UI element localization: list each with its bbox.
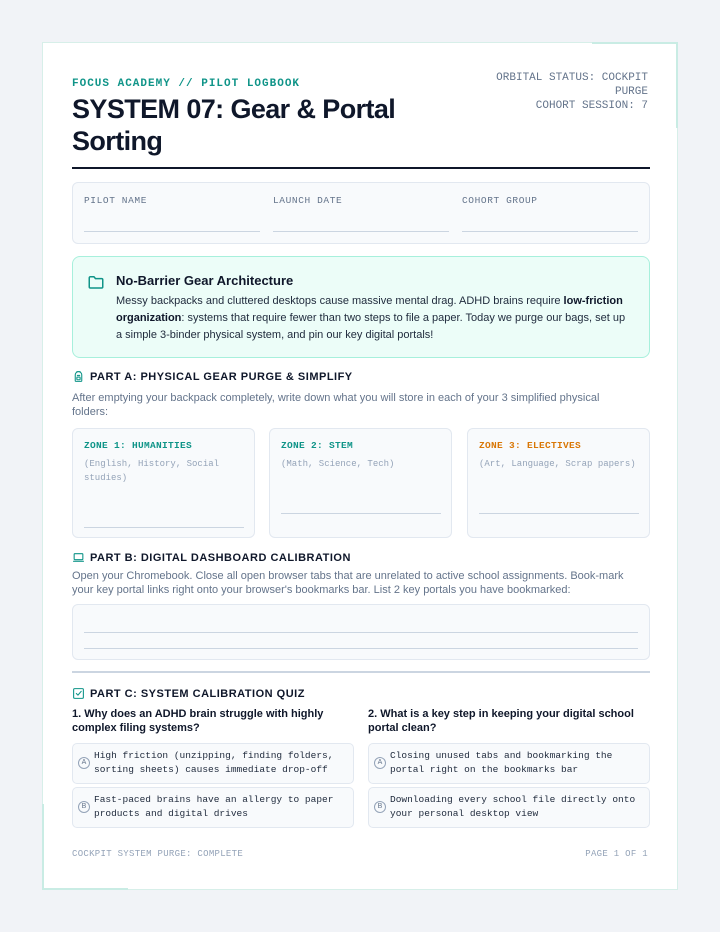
laptop-icon	[72, 551, 85, 564]
callout-title: No-Barrier Gear Architecture	[116, 273, 294, 288]
launch-date-label: LAUNCH DATE	[273, 195, 343, 206]
zone-hint: (Math, Science, Tech)	[281, 459, 395, 469]
quiz-question-1: 1. Why does an ADHD brain struggle with highly complex filing systems?	[72, 708, 324, 734]
zone-electives-card[interactable]	[467, 428, 650, 538]
zone-answer-line[interactable]	[84, 527, 244, 528]
option-badge: A	[78, 757, 90, 769]
corner-accent-top-right	[592, 42, 678, 128]
option-badge: B	[374, 801, 386, 813]
zone-answer-line[interactable]	[281, 513, 441, 514]
launch-date-line[interactable]	[273, 231, 449, 232]
part-b-description: Open your Chromebook. Close all open browser tabs that are unrelated to active school assignments. Book-mark your key portal links right onto your browser's bookmarks bar. List 2 key portals you have bookmarked:	[72, 570, 624, 596]
option-text: Fast-paced brains have an allergy to paper products and digital drives	[94, 794, 334, 819]
cohort-group-label: COHORT GROUP	[462, 195, 538, 206]
portal-answer-line[interactable]	[84, 648, 638, 649]
option-text: Closing unused tabs and bookmarking the portal right on the bookmarks bar	[390, 750, 613, 775]
zone-title: ZONE 3: ELECTIVES	[479, 440, 582, 451]
corner-accent-bottom-left	[42, 804, 128, 890]
cohort-group-line[interactable]	[462, 231, 638, 232]
part-b-heading	[72, 551, 351, 564]
footer-status: COCKPIT SYSTEM PURGE: COMPLETE	[72, 849, 244, 859]
part-a-heading	[72, 370, 353, 383]
zone-title: ZONE 1: HUMANITIES	[84, 440, 193, 451]
backpack-icon	[72, 370, 85, 383]
section-divider	[72, 671, 650, 673]
part-c-title: PART C: SYSTEM CALIBRATION QUIZ	[90, 687, 305, 700]
pilot-info-fields	[72, 182, 650, 244]
page-title: SYSTEM 07: Gear & Portal Sorting	[72, 94, 396, 156]
header-divider	[72, 167, 650, 169]
q2-option-a[interactable]	[368, 743, 650, 784]
q2-option-b[interactable]	[368, 787, 650, 828]
zone-humanities-card[interactable]	[72, 428, 255, 538]
quiz-question-2: 2. What is a key step in keeping your digital school portal clean?	[368, 708, 634, 734]
option-badge: B	[78, 801, 90, 813]
worksheet-page	[42, 42, 678, 890]
zone-title: ZONE 2: STEM	[281, 440, 354, 451]
option-badge: A	[374, 757, 386, 769]
zone-answer-line[interactable]	[479, 513, 639, 514]
part-c-heading	[72, 687, 305, 700]
folder-icon	[87, 273, 105, 291]
portal-answer-line[interactable]	[84, 632, 638, 633]
status-line: ORBITAL STATUS: COCKPIT	[496, 72, 648, 84]
part-b-title: PART B: DIGITAL DASHBOARD CALIBRATION	[90, 551, 351, 564]
callout-body-text: Messy backpacks and cluttered desktops cause massive mental drag. ADHD brains require	[116, 295, 564, 307]
option-text: Downloading every school file directly onto your personal desktop view	[390, 794, 636, 819]
bookmarked-portals-box[interactable]	[72, 604, 650, 660]
callout-body-text: : systems that require fewer than two steps to file a paper. Today we purge our bags, set up a simple 3-binder physical system, and pin our key digital portals!	[116, 312, 626, 341]
checkbox-icon	[72, 687, 85, 700]
zone-hint: (Art, Language, Scrap papers)	[479, 459, 636, 469]
option-text: High friction (unzipping, finding folders, sorting sheets) causes immediate drop-off	[94, 750, 334, 775]
status-line: COHORT SESSION: 7	[535, 100, 648, 112]
page-number: PAGE 1 OF 1	[585, 849, 648, 859]
zone-stem-card[interactable]	[269, 428, 452, 538]
q1-option-a[interactable]	[72, 743, 354, 784]
pilot-name-line[interactable]	[84, 231, 260, 232]
status-line: PURGE	[614, 86, 648, 98]
pilot-name-field[interactable]	[84, 195, 260, 206]
gear-architecture-callout	[72, 256, 650, 358]
cohort-group-field[interactable]	[462, 195, 638, 206]
part-a-description: After emptying your backpack completely, write down what you will store in each of your 3 simplified physical folders:	[72, 392, 600, 418]
callout-body	[116, 293, 626, 344]
callout-body-emphasis: low-friction organization	[116, 295, 623, 324]
pilot-name-label: PILOT NAME	[84, 195, 148, 206]
academy-eyebrow: FOCUS ACADEMY // PILOT LOGBOOK	[72, 78, 301, 90]
zone-hint: (English, History, Social studies)	[84, 459, 220, 483]
part-a-title: PART A: PHYSICAL GEAR PURGE & SIMPLIFY	[90, 370, 353, 383]
launch-date-field[interactable]	[273, 195, 449, 206]
